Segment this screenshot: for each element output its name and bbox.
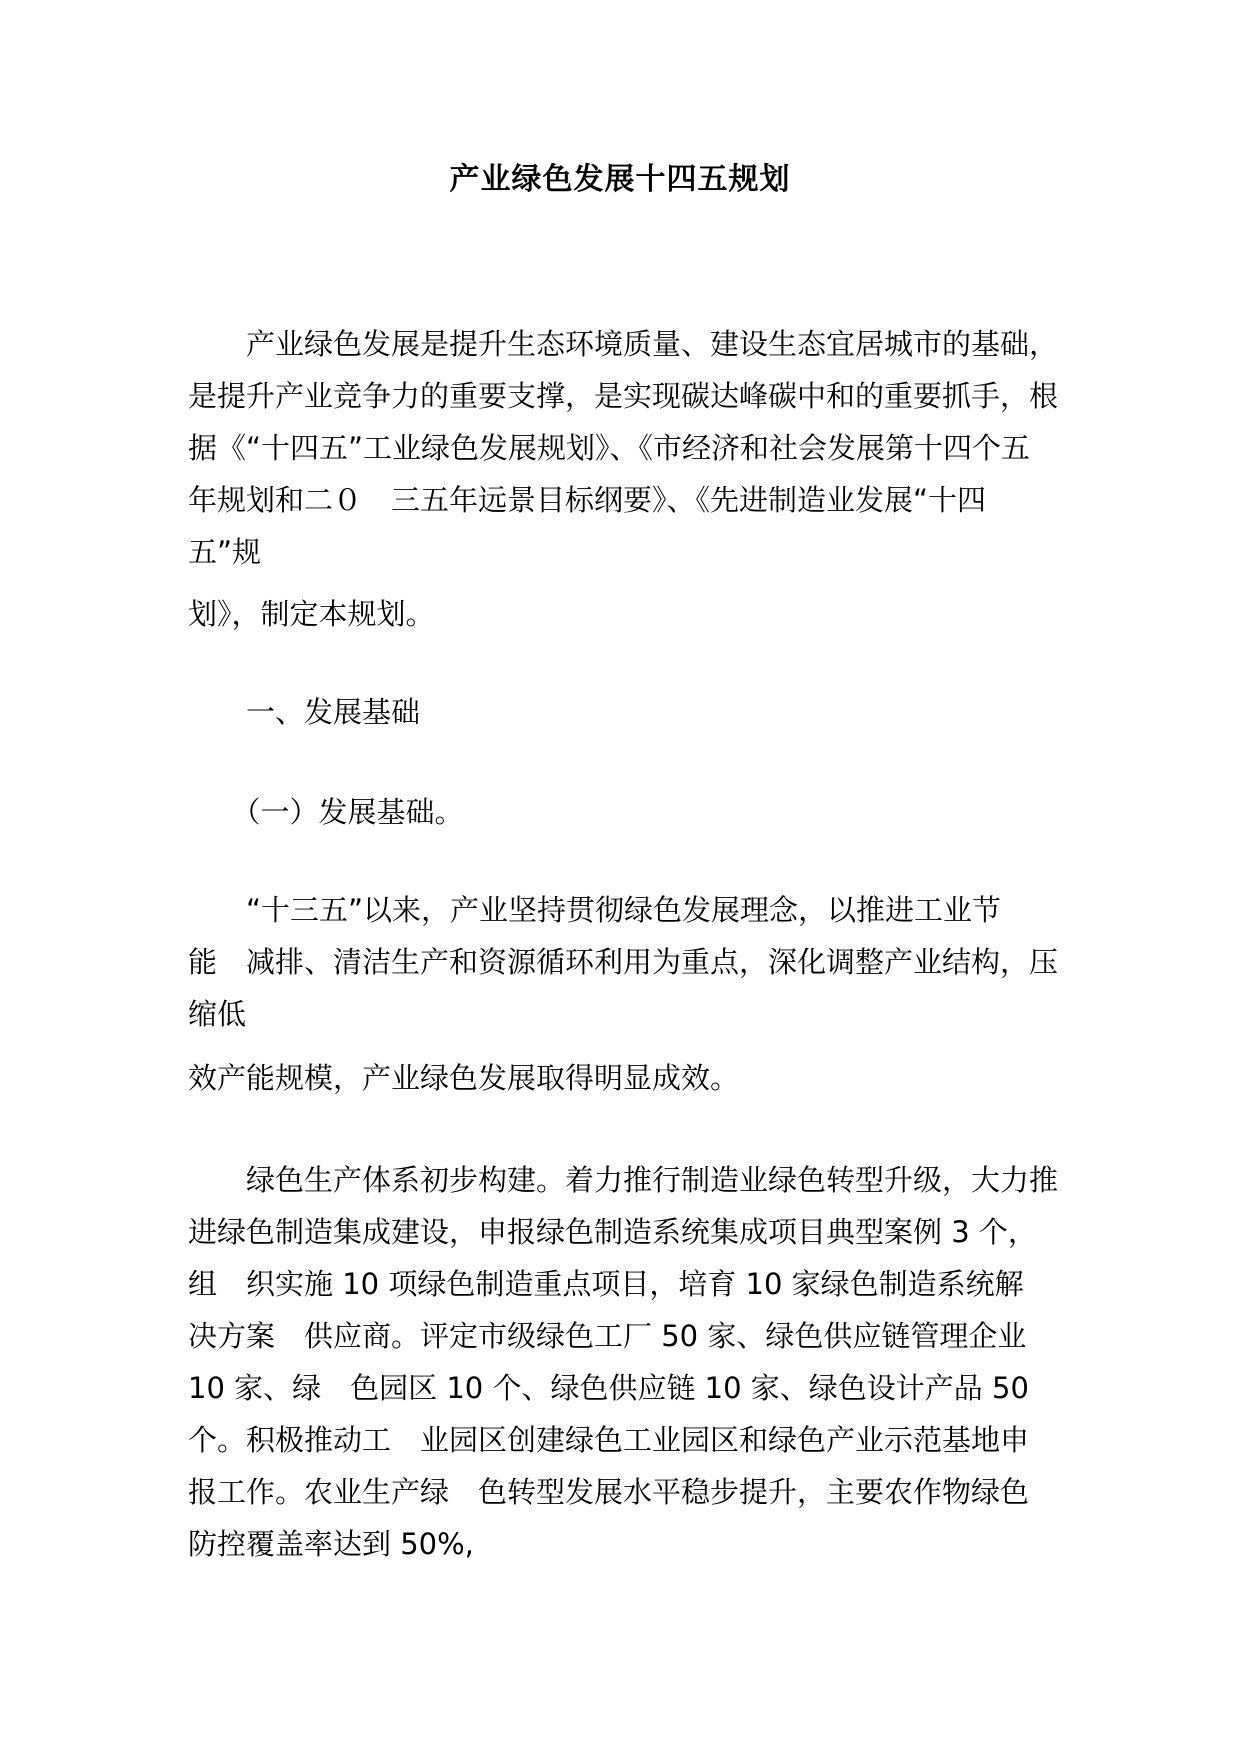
- para2-line-7: 报工作。农业生产绿 色转型发展水平稳步提升，主要农作物绿色: [188, 1475, 1030, 1509]
- section-heading: 一、发展基础: [188, 695, 421, 729]
- para1-line-1: “十三五”以来，产业坚持贯彻绿色发展理念，以推进工业节: [188, 893, 1002, 927]
- para1-line-2: 能 减排、清洁生产和资源循环利用为重点，深化调整产业结构，压: [188, 945, 1059, 979]
- para1-line-3: 缩低: [188, 997, 247, 1031]
- intro-tail: 划》，制定本规划。: [188, 597, 435, 631]
- document-title: 产业绿色发展十四五规划: [449, 162, 791, 197]
- para2-line-2: 进绿色制造集成建设，申报绿色制造系统集成项目典型案例 3 个，: [188, 1215, 1037, 1249]
- intro-line-2: 是提升产业竞争力的重要支撑，是实现碳达峰碳中和的重要抓手，根: [188, 379, 1059, 413]
- para2-line-6: 个。积极推动工 业园区创建绿色工业园区和绿色产业示范基地申: [188, 1423, 1030, 1457]
- intro-line-4: 年规划和二０ 三五年远景目标纲要》、《先进制造业发展“十四: [188, 483, 987, 517]
- section-subheading: （一）发展基础。: [188, 795, 464, 829]
- intro-line-5: 五”规: [188, 535, 262, 569]
- intro-line-3: 据《“十四五”工业绿色发展规划》、《市经济和社会发展第十四个五: [188, 431, 1031, 465]
- para2-line-1: 绿色生产体系初步构建。着力推行制造业绿色转型升级，大力推: [188, 1163, 1059, 1197]
- para2-line-3: 组 织实施 10 项绿色制造重点项目，培育 10 家绿色制造系统解: [188, 1267, 1024, 1301]
- para2-line-8: 防控覆盖率达到 50%,: [188, 1527, 474, 1561]
- intro-line-1: 产业绿色发展是提升生态环境质量、建设生态宜居城市的基础，: [188, 327, 1059, 361]
- para2-line-4: 决方案 供应商。评定市级绿色工厂 50 家、绿色供应链管理企业: [188, 1319, 1027, 1353]
- para2-line-5: 10 家、绿 色园区 10 个、绿色供应链 10 家、绿色设计产品 50: [188, 1371, 1029, 1405]
- para1-tail: 效产能规模，产业绿色发展取得明显成效。: [188, 1061, 740, 1095]
